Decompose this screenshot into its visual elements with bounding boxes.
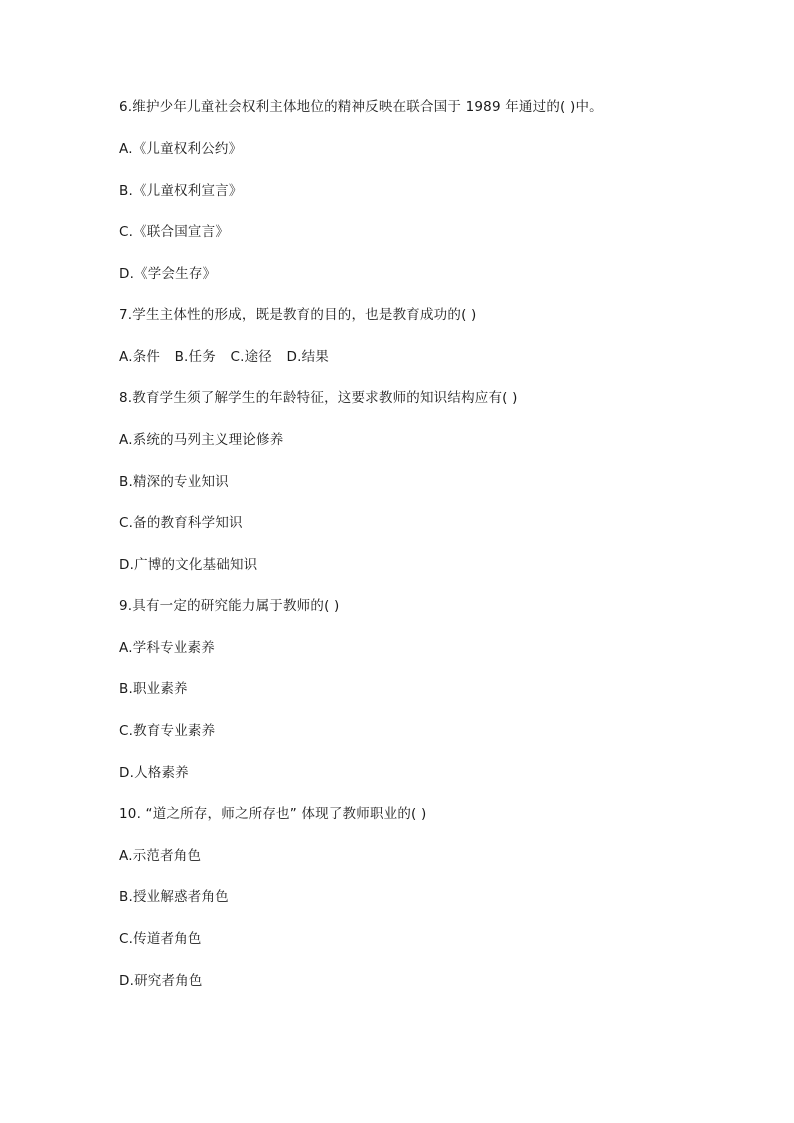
question-9-option-d: D.人格素养	[119, 765, 189, 781]
question-9-option-b: B.职业素养	[119, 681, 188, 697]
question-8-option-c: C.备的教育科学知识	[119, 515, 243, 531]
question-10-stem: 10. “道之所存，师之所存也” 体现了教师职业的( )	[119, 806, 427, 822]
question-6-stem: 6.维护少年儿童社会权利主体地位的精神反映在联合国于 1989 年通过的( )中。	[119, 99, 603, 115]
question-7-option-a: A.条件	[119, 349, 161, 365]
question-10-option-d: D.研究者角色	[119, 973, 203, 989]
question-9-option-a: A.学科专业素养	[119, 640, 215, 656]
question-9-option-c: C.教育专业素养	[119, 723, 216, 739]
question-7-option-b: B.任务	[174, 349, 216, 365]
question-10-option-b: B.授业解惑者角色	[119, 889, 229, 905]
question-7-option-d: D.结果	[286, 349, 329, 365]
question-6-option-c: C.《联合国宣言》	[119, 224, 230, 240]
question-8-option-d: D.广博的文化基础知识	[119, 557, 258, 573]
question-9-stem: 9.具有一定的研究能力属于教师的( )	[119, 598, 340, 614]
question-10-option-c: C.传道者角色	[119, 931, 202, 947]
question-8-option-a: A.系统的马列主义理论修养	[119, 432, 284, 448]
question-8-option-b: B.精深的专业知识	[119, 474, 229, 490]
question-8-stem: 8.教育学生须了解学生的年龄特征，这要求教师的知识结构应有( )	[119, 390, 518, 406]
question-6-option-b: B.《儿童权利宣言》	[119, 183, 243, 199]
question-7-stem: 7.学生主体性的形成，既是教育的目的，也是教育成功的( )	[119, 307, 477, 323]
question-10-option-a: A.示范者角色	[119, 848, 202, 864]
question-7-options	[119, 348, 339, 366]
question-7-option-c: C.途径	[230, 349, 272, 365]
question-6-option-a: A.《儿童权利公约》	[119, 141, 243, 157]
question-6-option-d: D.《学会生存》	[119, 266, 217, 282]
